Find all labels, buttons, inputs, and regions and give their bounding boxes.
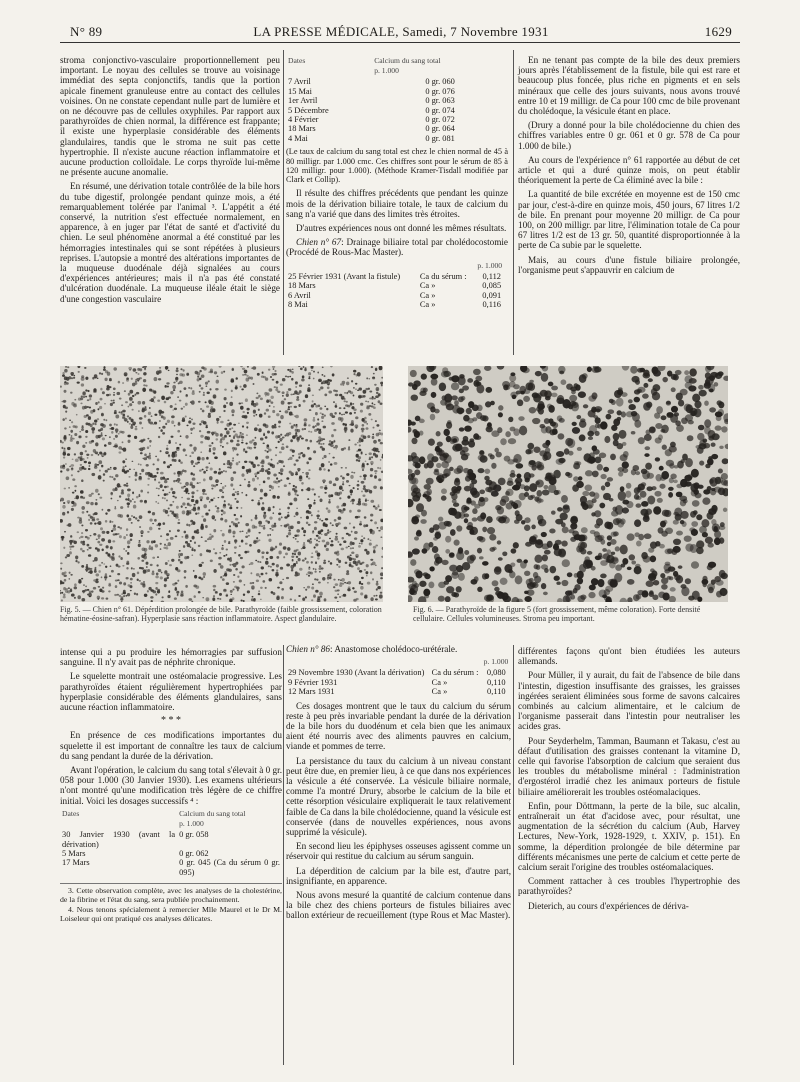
paragraph: (Drury a donné pour la bile cholédocienne du chien des chiffres variables entre 0 gr. 061 et 0 gr. 578 de Ca pour 1.000 de bile.) — [518, 120, 740, 151]
paragraph: En ne tenant pas compte de la bile des deux premiers jours après l'établissement de la fistule, bile qui est rare et beaucoup plus foncée, plus riche en pigments et en sels minéraux que celle des jours suivants, nous avons trouvé entre 10 et 19 milligr. de Ca pour 100 cmc de bile provenant du cholédoque, la vésicule étant en place. — [518, 55, 740, 117]
paragraph: Nous avons mesuré la quantité de calcium contenue dans la bile chez des chiens porteurs de fistules biliaires avec ballon extérieur de recueillement (type Rous et Mac Master). — [286, 890, 511, 921]
row-date: 4 Mai — [288, 133, 308, 143]
row-label: Ca » — [431, 677, 448, 687]
column-divider — [283, 50, 284, 355]
calcium-table-chien-61 — [286, 57, 508, 143]
paragraph: D'autres expériences nous ont donné les mêmes résultats. — [296, 223, 507, 234]
table-row — [286, 134, 508, 143]
journal-title: LA PRESSE MÉDICALE, Samedi, 7 Novembre 1931 — [253, 24, 549, 39]
table-row — [286, 300, 508, 309]
paragraph: Comment rattacher à ces troubles l'hypertrophie des parathyroïdes? — [518, 876, 740, 897]
row-value: 0,112 — [482, 271, 501, 281]
paragraph: Le squelette montrait une ostéomalacie progressive. Les parathyroïdes étaient régulièrement hypertrophiées par hyperplasie considérable des éléments glandulaires, sans aucune réaction inflammatoire. — [60, 671, 282, 713]
row-date: 30 Janvier 1930 (avant la dérivation) — [62, 830, 176, 849]
row-date: 8 Mai — [288, 300, 308, 310]
table-unit: p. 1.000 — [477, 260, 503, 270]
table-row — [286, 77, 508, 86]
row-date: 9 Février 1931 — [288, 677, 338, 687]
row-value: 0 gr. 045 (Ca du sérum 0 gr. 095) — [179, 858, 280, 877]
row-date: 5 Mars — [62, 849, 86, 859]
row-date: 1er Avril — [288, 96, 318, 106]
footnote: 3. Cette observation complète, avec les analyses de la cholestérine, de la fibrine et l'état du sang, sera publiée prochainement. — [60, 886, 282, 904]
table-header-calcium: Calcium du sang total — [179, 808, 246, 818]
row-value: 0,085 — [482, 281, 502, 291]
issue-number: N° 89 — [70, 24, 103, 39]
row-date: 7 Avril — [288, 77, 311, 87]
footnote: 4. Nous tenons spécialement à remercier Mlle Maurel et le Dr M. Loiseleur qui ont pratiqué ces analyses délicates. — [60, 905, 282, 924]
row-value: 0 gr. 076 — [425, 86, 455, 96]
row-date: 4 Février — [288, 115, 319, 125]
paragraph: En présence de ces modifications importantes du squelette il est important de connaître les taux de calcium du sang pendant la durée de la dérivation. — [60, 730, 282, 761]
row-value: 0 gr. 074 — [425, 105, 455, 115]
figure-6-caption: Fig. 6. — Parathyroïde de la figure 5 (fort grossissement, même coloration). Forte densité cellulaire. Cellules volumineuses. Stroma peu important. — [413, 605, 701, 623]
paragraph: Pour Seyderhelm, Tamman, Baumann et Takasu, c'est au défaut d'utilisation des graisses contenant la vitamine D, celle qui favorise l'absorption de calcium que seraient dus les troubles du métabolisme minéral : l'administration d'ergostérol irradié chez les animaux porteurs de fistule biliaire améliorerait les troubles ostéomalaciques. — [518, 735, 740, 797]
table-note: (Le taux de calcium du sang total est chez le chien normal de 45 à 80 milligr. par 1.000 cmc. Ces chiffres sont pour le sérum de 85 à 120 milligr. pour 1.000). (Méthode Kramer-Tisdall modifiée par Clark et Collip). — [286, 147, 508, 185]
table-row — [60, 849, 282, 858]
table-unit: p. 1.000 — [374, 66, 399, 76]
row-date: 18 Mars — [288, 281, 316, 291]
column-2-top — [286, 55, 508, 313]
paragraph: La persistance du taux du calcium à un niveau constant peut être due, en premier lieu, à ce que dans nos expériences la vésicule a été conservée. La vésicule biliaire normale, comme l'a montré Drury, absorbe le calcium de la bile et cette résorption vésiculaire expliquerait le taux relativement faible de Ca dans la bile cholédocienne, quand la vésicule est conservée (dans de nouvelles expériences, nous avons supprimé la vésicule). — [286, 755, 511, 838]
row-value: 0 gr. 058 — [179, 830, 209, 840]
calcium-table-initial — [60, 810, 282, 877]
paragraph: stroma conjonctivo-vasculaire proportionnellement peu important. Le noyau des cellules se trouve au voisinage immédiat des septa conjonctifs, tandis que la portion apicale finement granuleuse entre au contact des cellules voisines. On ne constate cependant nulle part de lumière et on ne découvre pas de cellules oxyphiles. Par rapport aux parathyroïdes de chien normal, la différence est frappante; il existe une hyperplasie considérable des éléments glandulaires, tandis que le stroma ne suit pas cette hypertrophie. Il n'existe aucune réaction inflammatoire et aucune production colloïdale. Le corps thyroïde lui-même ne présente aucune anomalie. — [60, 55, 280, 178]
row-date: 6 Avril — [288, 290, 311, 300]
paragraph: intense qui a pu produire les hémorragies par suffusion sanguine. Il n'y avait pas de néphrite chronique. — [60, 647, 282, 668]
table-row — [286, 272, 508, 281]
table-row — [60, 830, 282, 849]
experiment-heading — [286, 644, 511, 654]
row-date: 25 Février 1931 (Avant la fistule) — [288, 271, 401, 281]
serum-table-chien-86 — [286, 658, 511, 696]
paragraph: Avant l'opération, le calcium du sang total s'élevait à 0 gr. 058 pour 1.000 (30 Janvier 1930). Les examens ultérieurs n'ont montré qu'une modification très légère de ce chiffre initial. Voici les dosages successifs ⁴ : — [60, 765, 282, 806]
row-label: Ca du sérum : — [431, 668, 479, 678]
experiment-description: : Anastomose cholédoco-urétérale. — [330, 644, 458, 654]
experiment-description: : Drainage biliaire total par cholédocostomie (Procédé de Rous-Mac Master). — [286, 237, 508, 258]
column-divider — [513, 50, 514, 355]
row-value: 0 gr. 060 — [425, 77, 455, 87]
row-date: 29 Novembre 1930 (Avant la dérivation) — [288, 668, 425, 678]
experiment-label: Chien n° 67 — [296, 237, 342, 248]
paragraph: Dieterich, au cours d'expériences de dériva- — [528, 900, 689, 911]
paragraph: Enfin, pour Döttmann, la perte de la bile, suc alcalin, entraînerait un état d'acidose avec, pour résultat, une augmentation de la sécrétion du calcium (Aub, Harvey Lectures, New-York, 1928-1929, t. XXIV, p. 151). En somme, la déperdition prolongée de bile détermine par différents mécanismes une perte de calcium et cette perte de calcium serait l'origine des troubles ostéomalaciques. — [518, 800, 740, 873]
row-label: Ca » — [431, 687, 448, 697]
row-value: 0 gr. 062 — [179, 849, 209, 859]
serum-table-chien-67 — [286, 262, 508, 310]
column-1-bottom — [60, 647, 282, 926]
row-label: Ca » — [419, 290, 436, 300]
paragraph: Il résulte des chiffres précédents que pendant les quinze mois de la dérivation biliaire totale, le taux de calcium du sang n'a varié que dans des limites très étroites. — [286, 188, 508, 219]
table-header-dates: Dates — [62, 808, 80, 818]
row-value: 0,091 — [482, 290, 502, 300]
column-3-top — [518, 55, 740, 279]
table-row — [286, 115, 508, 124]
footnotes — [60, 883, 282, 923]
table-header-dates: Dates — [288, 56, 306, 65]
row-value: 0 gr. 063 — [425, 96, 455, 106]
paragraph: En second lieu les épiphyses osseuses agissent comme un réservoir qui restitue du calcium au sérum sanguin. — [286, 841, 511, 862]
row-date: 5 Décembre — [288, 105, 329, 115]
paragraph: La déperdition de calcium par la bile est, d'autre part, insignifiante, en apparence. — [286, 865, 511, 886]
row-value: 0,110 — [487, 677, 506, 687]
row-label: Ca du sérum : — [419, 271, 467, 281]
column-divider — [283, 645, 284, 1065]
paragraph: Mais, au cours d'une fistule biliaire prolongée, l'organisme peut s'appauvrir en calcium de — [518, 254, 740, 275]
table-unit: p. 1.000 — [179, 819, 204, 829]
row-date: 17 Mars — [62, 858, 90, 868]
row-date: 18 Mars — [288, 124, 316, 134]
column-divider — [513, 645, 514, 1065]
row-value: 0 gr. 081 — [425, 133, 455, 143]
paragraph: différentes façons qu'ont bien étudiées les auteurs allemands. — [518, 646, 740, 667]
paragraph: Pour Müller, il y aurait, du fait de l'absence de bile dans l'intestin, digestion insuffisante des graisses, les graisses ingérées seraient éliminées sous forme de savons calcaires combinés au calcium alimentaire, et le calcium de l'organisme passerait dans l'intestin pour neutraliser les acides gras. — [518, 670, 740, 732]
micrograph-figure-5 — [60, 366, 383, 602]
row-date: 15 Mai — [288, 86, 312, 96]
row-label: Ca » — [419, 300, 436, 310]
table-unit: p. 1.000 — [483, 657, 509, 667]
table-row — [286, 281, 508, 290]
table-row — [286, 687, 511, 696]
section-separator: * * * — [161, 715, 181, 727]
row-value: 0,080 — [486, 668, 506, 678]
row-value: 0 gr. 072 — [425, 115, 455, 125]
table-header-calcium: Calcium du sang total — [374, 56, 441, 65]
experiment-heading — [286, 237, 508, 257]
figure-5-caption: Fig. 5. — Chien n° 61. Dépérdition prolongée de bile. Parathyroïde (faible grossissement, coloration hématine-éosine-safran). Hyperplasie sans réaction inflammatoire. Aspect glandulaire. — [60, 605, 382, 623]
row-value: 0,116 — [482, 300, 501, 310]
column-1-top — [60, 55, 280, 308]
micrograph-figure-6 — [408, 366, 728, 602]
paragraph: En résumé, une dérivation totale contrôlée de la bile hors du tube digestif, prolongée pendant quinze mois, a été remarquablement tolérée par l'animal ³. L'appétit a été conservé, la nutrition s'est effectuée normalement, en apparence, à en juger par l'état de santé et d'activité du chien. Le seul phénomène anormal a été constitué par les hémorragies intestinales qui se sont répétées à plusieurs reprises. L'autopsie a montré des altérations importantes de la muqueuse duodénale déjà signalées au cours d'expériences antérieures; mais il n'a pas été constaté d'ulcération duodénale. La muqueuse iléale était le siège d'une congestion vasculaire — [60, 181, 280, 304]
row-label: Ca » — [419, 281, 436, 291]
row-value: 0,110 — [487, 687, 506, 697]
page-number: 1629 — [704, 24, 732, 39]
header-rule — [60, 42, 740, 43]
experiment-label: Chien n° 86 — [286, 644, 330, 654]
row-value: 0 gr. 064 — [425, 124, 455, 134]
table-row — [286, 124, 508, 133]
paragraph: Au cours de l'expérience n° 61 rapportée au début de cet article et qui a duré quinze mois, on peut établir théoriquement la perte de Ca éliminé avec la bile : — [518, 154, 740, 186]
column-2-bottom — [286, 644, 511, 925]
row-date: 12 Mars 1931 — [288, 687, 335, 697]
table-row — [60, 858, 282, 877]
column-3-bottom — [518, 646, 740, 915]
table-row — [286, 291, 508, 300]
table-row — [286, 106, 508, 115]
table-row — [286, 678, 511, 687]
paragraph: La quantité de bile excrétée en moyenne est de 150 cmc par jour, c'est-à-dire en quinze mois, 450 jours, 67 litres 1/2 de bile. En prenant pour moyenne 20 milligr. de Ca pour 100, on 200 milligr. par litre, l'élimination totale de Ca pour 67 litres 1/2 est de 13 gr. 50, quantité disproportionnée à la perte de Ca subie par le squelette. — [518, 189, 740, 251]
paragraph: Ces dosages montrent que le taux du calcium du sérum reste à peu près invariable pendant la durée de la dérivation de la bile hors du duodénum et cela bien que les animaux aient été nourris avec des aliments pauvres en calcium, viande et pommes de terre. — [286, 700, 511, 752]
table-row — [286, 87, 508, 96]
table-row — [286, 668, 511, 677]
table-row — [286, 96, 508, 105]
page-header — [70, 24, 732, 40]
